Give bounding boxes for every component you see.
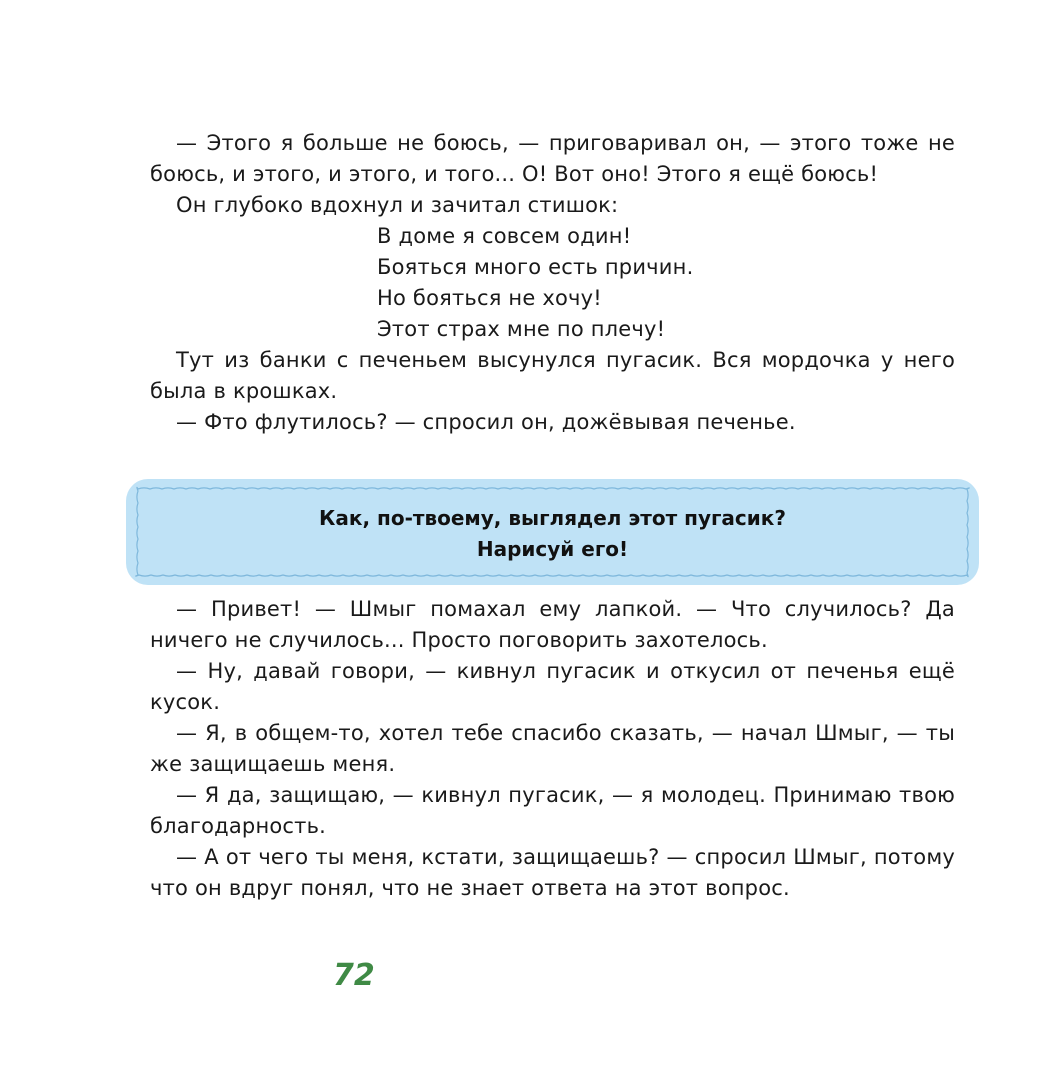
poem-line: В доме я совсем один! xyxy=(377,224,632,248)
callout-text xyxy=(126,503,979,565)
poem-line: Бояться много есть причин. xyxy=(377,255,694,279)
paragraph: — Фто флутилось? — спросил он, дожёвывая печенье. xyxy=(176,410,796,434)
poem-line: Но бояться не хочу! xyxy=(377,286,602,310)
activity-callout xyxy=(126,479,979,585)
paragraph: — Привет! — Шмыг помахал ему лапкой. — Что случилось? Да ничего не случилось... Просто поговорить захотелось. xyxy=(150,597,955,652)
callout-instruction: Нарисуй его! xyxy=(476,537,629,561)
callout-question: Как, по-твоему, выглядел этот пугасик? xyxy=(319,506,786,530)
paragraph: — Ну, давай говори, — кивнул пугасик и откусил от печенья ещё кусок. xyxy=(150,659,955,714)
story-text-top xyxy=(150,128,955,438)
poem xyxy=(150,221,955,345)
paragraph: — Я да, защищаю, — кивнул пугасик, — я молодец. Принимаю твою благодарность. xyxy=(150,783,955,838)
story-text-bottom xyxy=(150,594,955,904)
paragraph: — А от чего ты меня, кстати, защищаешь? — спросил Шмыг, потому что он вдруг понял, что не знает ответа на этот вопрос. xyxy=(150,845,955,900)
poem-line: Этот страх мне по плечу! xyxy=(377,317,666,341)
paragraph: — Я, в общем-то, хотел тебе спасибо сказать, — начал Шмыг, — ты же защищаешь меня. xyxy=(150,721,955,776)
paragraph: Он глубоко вдохнул и зачитал стишок: xyxy=(176,193,619,217)
paragraph: Тут из банки с печеньем высунулся пугасик. Вся мордочка у него была в крошках. xyxy=(150,348,955,403)
paragraph: — Этого я больше не боюсь, — приговаривал он, — этого тоже не боюсь, и этого, и этого, и того... О! Вот оно! Этого я ещё боюсь! xyxy=(150,131,955,186)
page-number: 72 xyxy=(333,958,375,993)
